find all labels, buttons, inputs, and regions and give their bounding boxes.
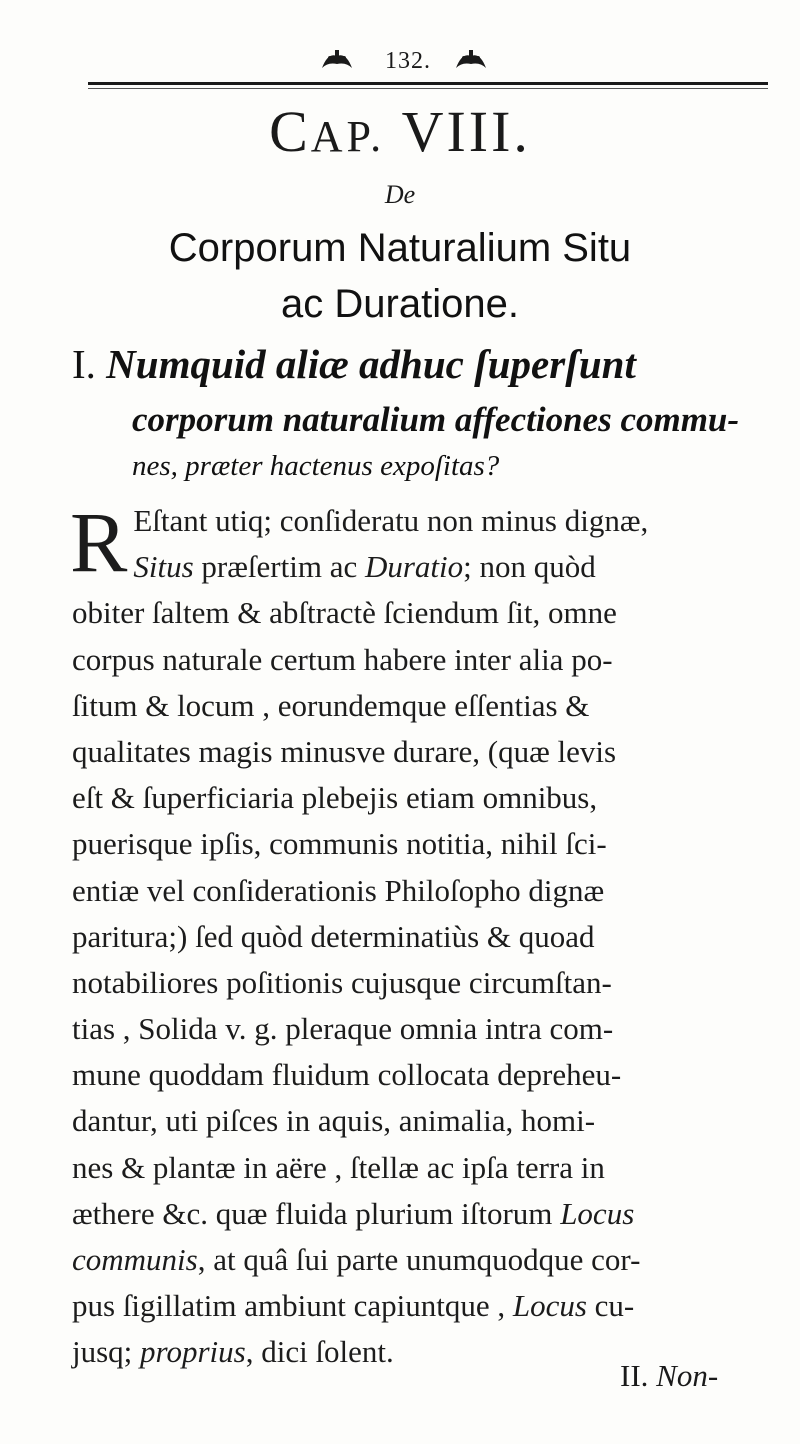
text-run: jusq; <box>72 1334 141 1370</box>
text-run: , dici ſolent. <box>245 1334 394 1370</box>
text-line: ſitum & locum , eorundemque eſſentias & <box>72 687 590 723</box>
chapter-title-line-1: Corporum Naturalium Situ <box>168 226 632 270</box>
text-line: entiæ vel conſiderationis Philoſopho dignæ <box>72 872 605 908</box>
text-line <box>72 1283 772 1329</box>
question-number: I. <box>72 341 96 387</box>
catchword-word: Non- <box>656 1358 719 1393</box>
text-run: præſertim ac <box>193 549 365 585</box>
text-line: corpus naturale certum habere inter alia po- <box>72 641 613 677</box>
text-line: tias , Solida v. g. pleraque omnia intra com- <box>72 1011 614 1047</box>
chapter-label-rest: AP. <box>310 112 386 161</box>
text-line: qualitates magis minusve durare, (quæ levis <box>72 733 617 769</box>
text-line: mune quoddam fluidum collocata depreheu- <box>72 1057 622 1093</box>
chapter-numeral: VIII. <box>401 99 531 164</box>
italic-term: Duratio <box>364 549 464 585</box>
text-run: ; non quòd <box>463 549 596 585</box>
text-line <box>72 498 772 544</box>
text-run: cu- <box>586 1288 635 1324</box>
italic-term: Situs <box>133 549 194 585</box>
italic-term: Locus <box>512 1288 587 1324</box>
catchword-numeral: II. <box>620 1358 649 1393</box>
text-run: Eſtant utiq; conſideratu non minus dignæ, <box>133 503 649 538</box>
text-run: pus ſigillatim ambiunt capiuntque , <box>72 1288 513 1324</box>
text-line <box>72 1237 772 1283</box>
question-heading-line-1 <box>72 340 636 388</box>
text-run: æthere &c. quæ fluida plurium iſtorum <box>72 1195 561 1231</box>
question-heading-line-3: nes, præter hactenus expoſitas? <box>132 450 500 482</box>
text-run: , at quâ ſui parte unumquodque cor- <box>197 1242 641 1277</box>
ornament-icon <box>318 48 356 72</box>
chapter-label-initial: C <box>269 99 311 164</box>
text-line: notabiliores poſitionis cujusque circumſtan- <box>72 964 612 1000</box>
body-paragraph <box>70 494 772 1376</box>
text-line <box>72 544 772 590</box>
chapter-title-line-2: ac Duratione. <box>281 282 519 326</box>
catchword <box>620 1358 718 1394</box>
question-text-1: Numquid aliæ adhuc ſuperſunt <box>106 341 636 387</box>
chapter-heading <box>0 98 800 165</box>
text-line: eſt & ſuperficiaria plebejis etiam omnibus, <box>72 780 598 816</box>
text-line: paritura;) ſed quòd determinatiùs & quoad <box>72 918 595 954</box>
drop-cap: R <box>70 494 128 590</box>
italic-term: communis <box>72 1242 198 1277</box>
header-rule-thin <box>88 88 768 89</box>
text-line: puerisque ipſis, communis notitia, nihil ſci- <box>72 826 607 862</box>
question-heading-line-2: corporum naturalium affectiones commu- <box>132 400 740 439</box>
text-line <box>72 1191 772 1237</box>
header-rule <box>88 82 768 85</box>
ornament-icon <box>452 48 490 72</box>
italic-term: proprius <box>140 1334 246 1370</box>
text-line: obiter ſaltem & abſtractè ſciendum ſit, omne <box>72 595 617 631</box>
italic-term: Locus <box>560 1195 635 1231</box>
page-number: 132. <box>385 48 431 74</box>
running-head <box>88 44 768 84</box>
title-de: De <box>384 180 416 209</box>
text-line: nes & plantæ in aëre , ſtellæ ac ipſa terra in <box>72 1149 605 1185</box>
text-line: dantur, uti piſces in aquis, animalia, homi- <box>72 1103 596 1139</box>
